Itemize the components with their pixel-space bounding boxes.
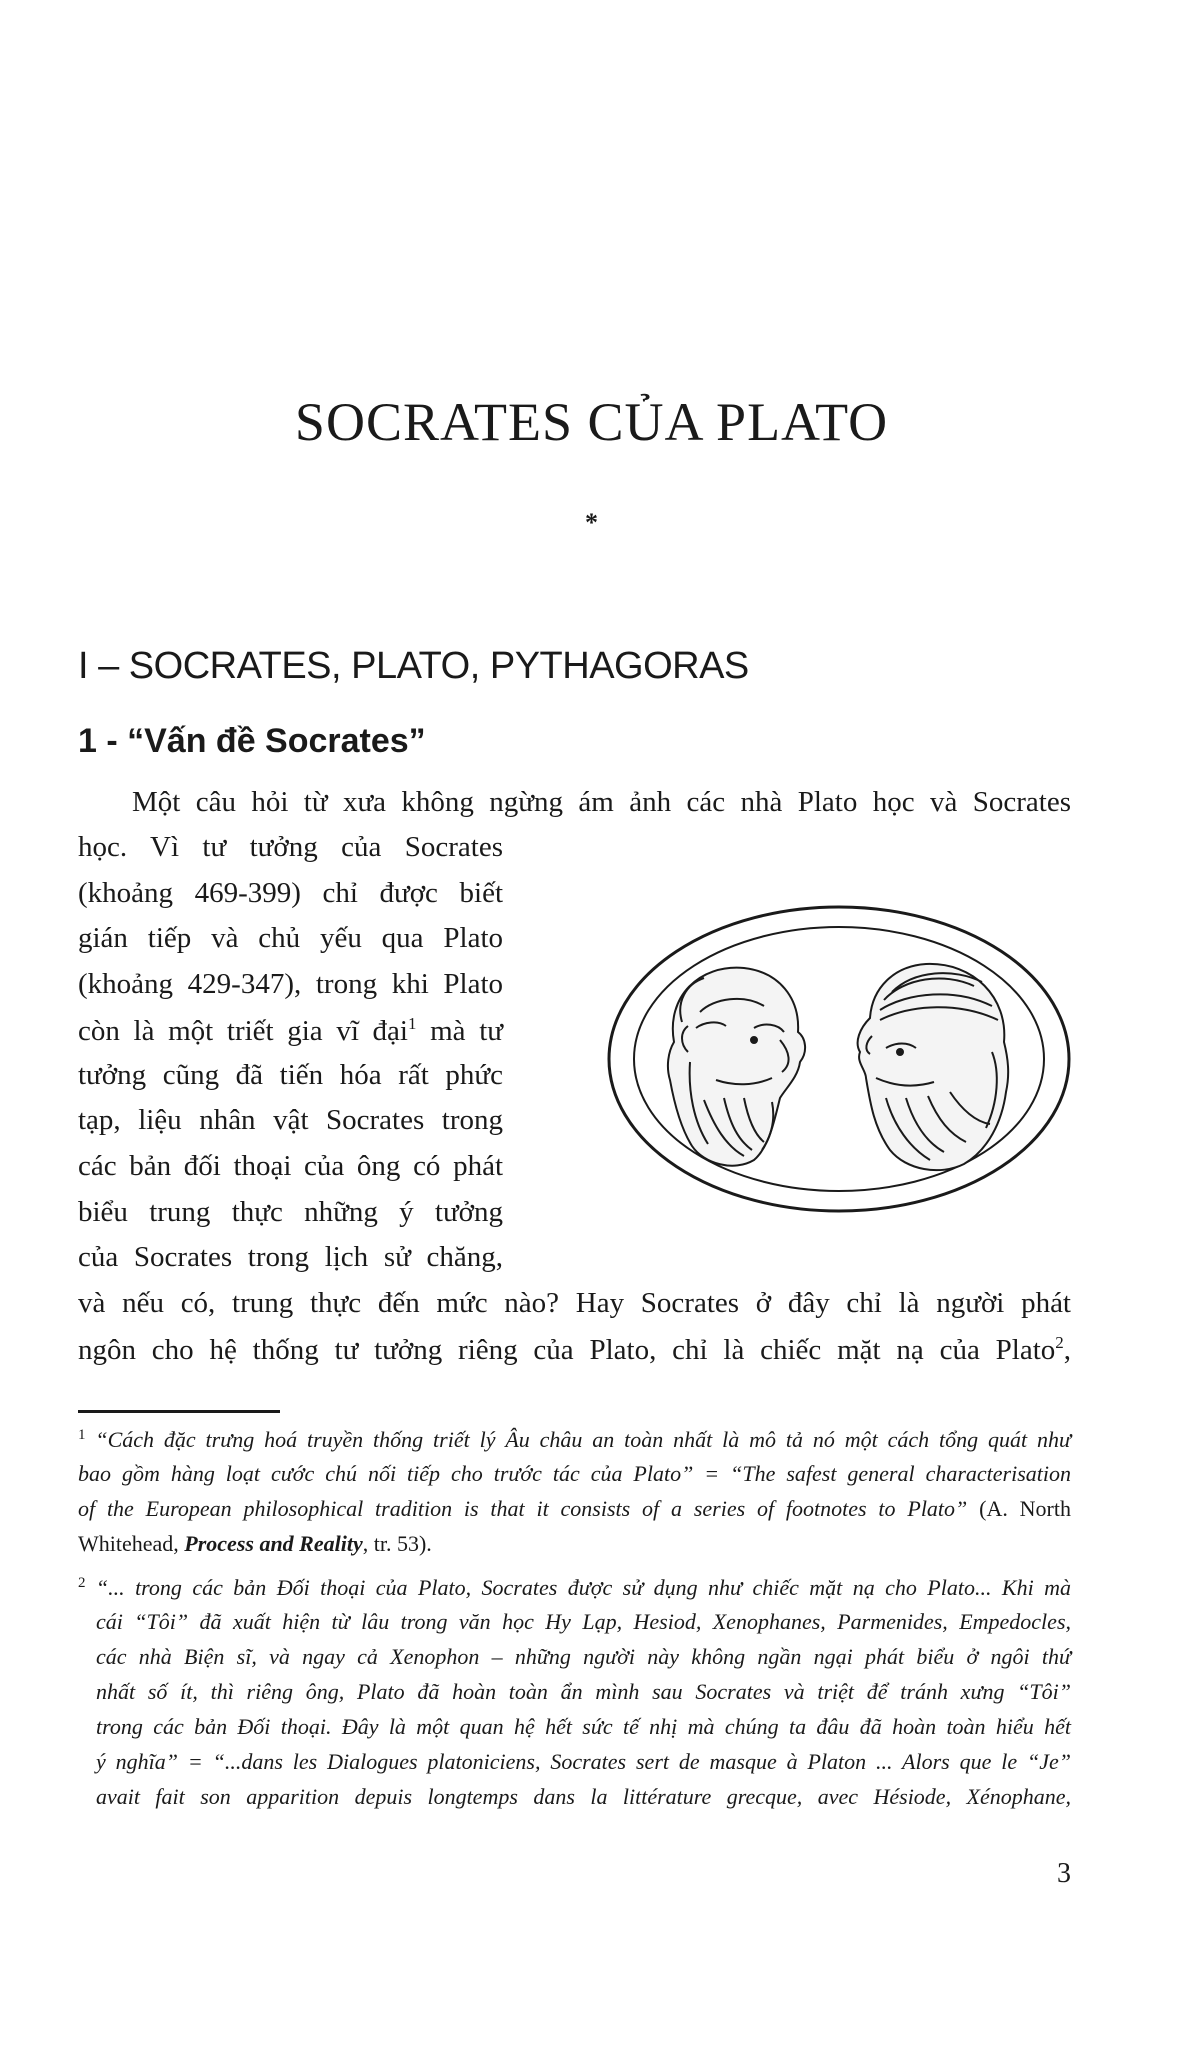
- body-line: [78, 1015, 503, 1046]
- body-text: mà tư: [416, 1015, 503, 1047]
- body-text: ,: [1063, 1334, 1071, 1366]
- footnote-text: (A. North: [979, 1496, 1072, 1521]
- footnote-2-line: [78, 1576, 1071, 1599]
- body-line: gián tiếp và chủ yếu qua Plato: [78, 922, 503, 954]
- body-line: tạp, liệu nhân vật Socrates trong: [78, 1104, 503, 1136]
- footnote-ref-1[interactable]: 1: [407, 1014, 417, 1033]
- socrates-head-icon: [668, 968, 805, 1166]
- body-line: biểu trung thực những ý tưởng: [78, 1196, 503, 1228]
- footnote-2-line: trong các bản Đối thoại. Đây là một quan hệ hết sức tế nhị mà chúng ta đâu đã hoàn toàn hiểu hết: [96, 1714, 1071, 1739]
- footnote-1-line: [78, 1428, 1071, 1451]
- footnote-2-line: avait fait son apparition depuis longtemps dans la littérature grecque, avec Hésiode, Xénophane,: [96, 1784, 1071, 1809]
- footnote-2-line: nhất số ít, thì riêng ông, Plato đã hoàn toàn ẩn mình sau Socrates và triệt để tránh xưng “Tôi”: [96, 1679, 1071, 1704]
- body-line: (khoảng 429-347), trong khi Plato: [78, 968, 503, 1000]
- footnote-1-line: bao gồm hàng loạt cước chú nối tiếp cho trước tác của Plato” = “The safest general characterisation: [78, 1461, 1071, 1486]
- chapter-title: SOCRATES CỦA PLATO: [294, 392, 889, 452]
- body-text: ngôn cho hệ thống tư tưởng riêng của Plato, chỉ là chiếc mặt nạ của Plato: [78, 1334, 1056, 1366]
- footnote-separator: [78, 1410, 280, 1413]
- footnote-1-line: [78, 1533, 1071, 1555]
- socrates-plato-medallion-icon: [604, 902, 1074, 1216]
- body-line: học. Vì tư tưởng của Socrates: [78, 831, 503, 863]
- footnote-ref-2[interactable]: 2: [1055, 1333, 1064, 1352]
- body-line: (khoảng 469-399) chỉ được biết: [78, 877, 503, 909]
- page-number: 3: [1057, 1858, 1071, 1889]
- footnote-text: , tr. 53).: [362, 1531, 432, 1556]
- footnote-text: “... trong các bản Đối thoại của Plato, Socrates được sử dụng như chiếc mặt nạ cho Plato... Khi mà: [85, 1575, 1071, 1600]
- footnote-text: Whitehead,: [78, 1531, 185, 1556]
- body-line: tưởng cũng đã tiến hóa rất phức: [78, 1059, 503, 1091]
- plato-head-icon: [858, 964, 1009, 1170]
- footnote-2-marker: 2: [78, 1575, 86, 1591]
- ornament-asterisk: *: [585, 508, 598, 537]
- sub-heading: 1 - “Vấn đề Socrates”: [78, 722, 426, 760]
- body-line: và nếu có, trung thực đến mức nào? Hay Socrates ở đây chỉ là người phát: [78, 1287, 1071, 1319]
- body-line: của Socrates trong lịch sử chăng,: [78, 1241, 503, 1273]
- footnote-1-marker: 1: [78, 1427, 86, 1443]
- section-heading: I – SOCRATES, PLATO, PYTHAGORAS: [78, 645, 749, 687]
- footnote-text: “Cách đặc trưng hoá truyền thống triết lý Âu châu an toàn nhất là mô tả nó một cách tổng quát như: [85, 1427, 1071, 1452]
- body-line: các bản đối thoại của ông có phát: [78, 1150, 503, 1182]
- footnote-1-line: [78, 1498, 1071, 1520]
- book-title: Process and Reality: [184, 1531, 363, 1556]
- footnote-2-line: ý nghĩa” = “...dans les Dialogues platoniciens, Socrates sert de masque à Platon ... Alors que le “Je”: [96, 1749, 1071, 1774]
- body-text: còn là một triết gia vĩ đại: [78, 1015, 408, 1047]
- footnote-text: of the European philosophical tradition is that it consists of a series of footnotes to Plato”: [78, 1496, 980, 1521]
- body-line: Một câu hỏi từ xưa không ngừng ám ảnh các nhà Plato học và Socrates: [132, 786, 1071, 818]
- footnote-2-line: các nhà Biện sĩ, và ngay cả Xenophon – những người này không ngần ngại phát biểu ở ngôi thứ: [96, 1644, 1071, 1669]
- footnote-2-line: cái “Tôi” đã xuất hiện từ lâu trong văn học Hy Lạp, Hesiod, Xenophanes, Parmenides, Empedocles,: [96, 1609, 1071, 1634]
- body-line: [78, 1334, 1071, 1365]
